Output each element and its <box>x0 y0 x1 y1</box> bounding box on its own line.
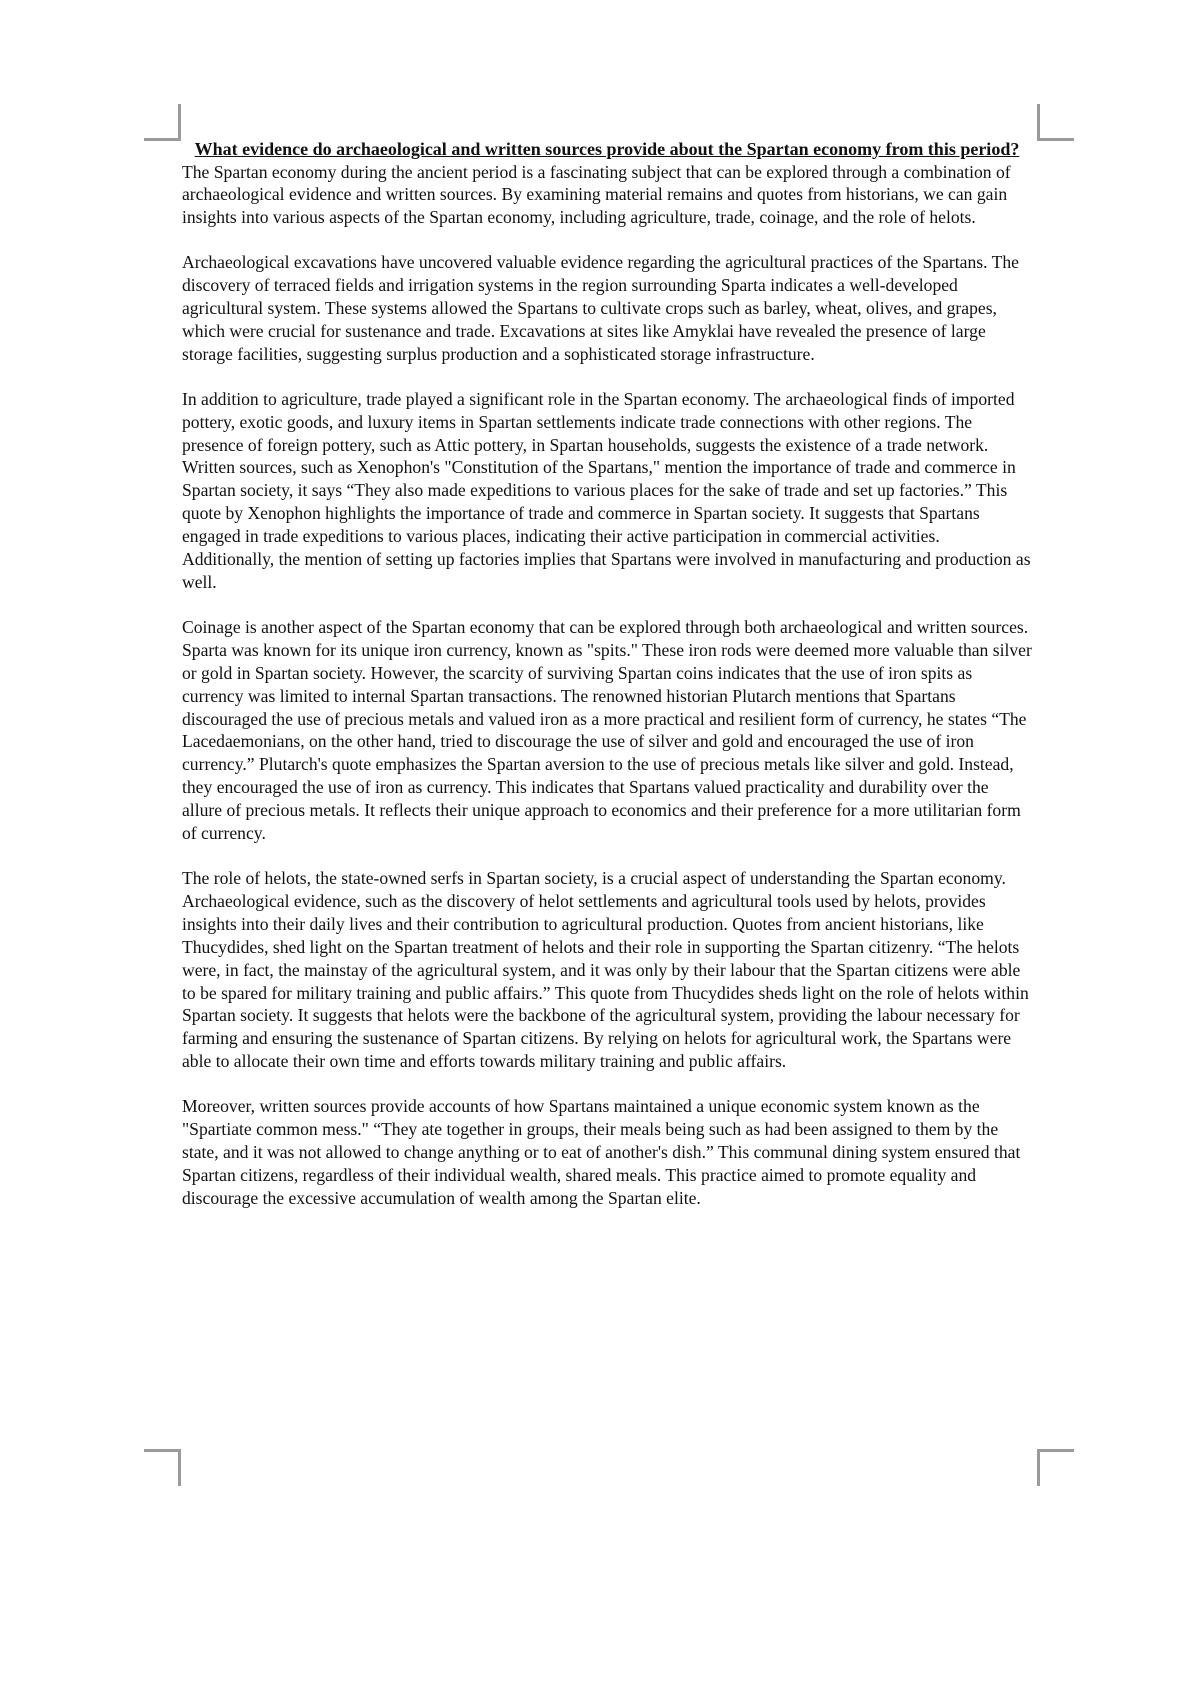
paragraph-common-mess: Moreover, written sources provide accounts of how Spartans maintained a unique economic system known as the "Spartiate common mess." “They ate together in groups, their meals being such as had been assigned to them by the state, and it was not allowed to change anything or to eat of another's dish.” This communal dining system ensured that Spartan citizens, regardless of their individual wealth, shared meals. This practice aimed to promote equality and discourage the excessive accumulation of wealth among the Spartan elite. <box>182 1096 1021 1208</box>
paragraph-introduction: The Spartan economy during the ancient period is a fascinating subject that can be explored through a combination of archaeological evidence and written sources. By examining material remains and quotes from historians, we can gain insights into various aspects of the Spartan economy, including agriculture, trade, coinage, and the role of helots. <box>182 161 1011 228</box>
paragraph-trade: In addition to agriculture, trade played a significant role in the Spartan economy. The archaeological finds of imported pottery, exotic goods, and luxury items in Spartan settlements indicate trade connections with other regions. The presence of foreign pottery, such as Attic pottery, in Spartan households, suggests the existence of a trade network. Written sources, such as Xenophon's "Constitution of the Spartans," mention the importance of trade and commerce in Spartan society, it says “They also made expeditions to various places for the sake of trade and set up factories.” This quote by Xenophon highlights the importance of trade and commerce in Spartan society. It suggests that Spartans engaged in trade expeditions to various places, indicating their active participation in commercial activities. Additionally, the mention of setting up factories implies that Spartans were involved in manufacturing and production as well. <box>182 388 1031 592</box>
paragraph-helots: The role of helots, the state-owned serfs in Spartan society, is a crucial aspect of understanding the Spartan economy. Archaeological evidence, such as the discovery of helot settlements and agricultural tools used by helots, provides insights into their daily lives and their contribution to agricultural production. Quotes from ancient historians, like Thucydides, shed light on the Spartan treatment of helots and their role in supporting the Spartan citizenry. “The helots were, in fact, the mainstay of the agricultural system, and it was only by their labour that the Spartan citizens were able to be spared for military training and public affairs.” This quote from Thucydides sheds light on the role of helots within Spartan society. It suggests that helots were the backbone of the agricultural system, providing the labour necessary for farming and ensuring the sustenance of Spartan citizens. By relying on helots for agricultural work, the Spartans were able to allocate their own time and efforts towards military training and public affairs. <box>182 867 1029 1072</box>
margin-corner-mark-top-right <box>1037 104 1074 141</box>
margin-corner-mark-bottom-left <box>144 1449 181 1486</box>
paragraph-agriculture: Archaeological excavations have uncovered valuable evidence regarding the agricultural practices of the Spartans. The discovery of terraced fields and irrigation systems in the region surrounding Sparta indicates a well-developed agricultural system. These systems allowed the Spartans to cultivate crops such as barley, wheat, olives, and grapes, which were crucial for sustenance and trade. Excavations at sites like Amyklai have revealed the presence of large storage facilities, suggesting surplus production and a sophisticated storage infrastructure. <box>182 252 1019 364</box>
paragraph-coinage: Coinage is another aspect of the Spartan economy that can be explored through both archaeological and written sources. Sparta was known for its unique iron currency, known as "spits." These iron rods were deemed more valuable than silver or gold in Spartan society. However, the scarcity of surviving Spartan coins indicates that the use of iron spits as currency was limited to internal Spartan transactions. The renowned historian Plutarch mentions that Spartans discouraged the use of precious metals and valued iron as a more practical and resilient form of currency, he states “The Lacedaemonians, on the other hand, tried to discourage the use of silver and gold and encouraged the use of iron currency.” Plutarch's quote emphasizes the Spartan aversion to the use of precious metals like silver and gold. Instead, they encouraged the use of iron as currency. This indicates that Spartans valued practicality and durability over the allure of precious metals. It reflects their unique approach to economics and their preference for a more utilitarian form of currency. <box>182 616 1032 844</box>
document-title: What evidence do archaeological and written sources provide about the Spartan economy from this period? <box>194 139 1020 159</box>
margin-corner-mark-bottom-right <box>1037 1449 1074 1486</box>
margin-corner-mark-top-left <box>144 104 181 141</box>
document-body <box>182 138 1032 1232</box>
